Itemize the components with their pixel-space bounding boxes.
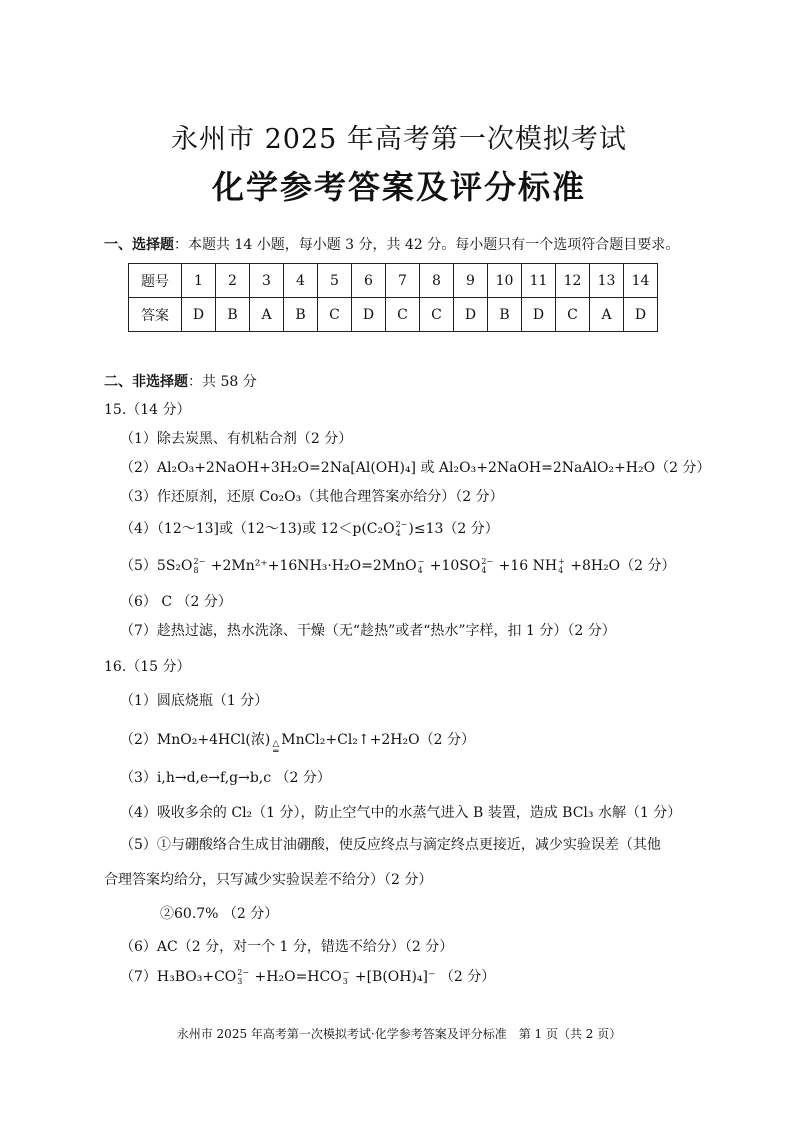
section1-text: ：本题共 14 小题，每小题 3 分，共 42 分。每小题只有一个选项符合题目要求。 [174,237,680,253]
q16-answer-6: （6）AC（2 分，对一个 1 分，错选不给分）（2 分） [120,939,454,955]
answer-cell: C [556,298,590,332]
q15-answer-7: （7）趁热过滤，热水洗涤、干燥（无“趁热”或者“热水”字样，扣 1 分）（2 分） [120,623,616,639]
section1-heading [104,236,679,254]
answer-cell: D [624,298,658,332]
answer-key-title: 化学参考答案及评分标准 [211,168,586,206]
number-cell: 14 [624,264,658,298]
q16-answer-5a: （5）①与硼酸络合生成甘油硼酸，使反应终点与滴定终点更接近，减少实验误差（其他 [120,837,661,853]
number-cell: 3 [250,264,284,298]
number-cell: 12 [556,264,590,298]
q15-answer-5-part-b: +2Mn²⁺+16NH₃·H₂O=2MnO [206,558,417,574]
q15-answer-4-part-b: )≤13（2 分） [408,521,499,537]
q16-answer-2 [120,731,475,756]
answer-cell: A [250,298,284,332]
q15-answer-5-part-c: +10SO [425,558,481,574]
section2-label: 二、非选择题 [104,374,188,390]
q16-answer-3: （3）i,h→d,e→f,g→b,c （2 分） [120,770,331,786]
number-cell: 11 [522,264,556,298]
answer-cell: D [522,298,556,332]
q15-answer-5-part-e: +8H₂O（2 分） [565,558,676,574]
number-cell: 4 [284,264,318,298]
number-cell: 5 [318,264,352,298]
answer-table [128,263,658,332]
q15-answer-5-part-d: +16 NH [494,558,558,574]
persulfate-charge: 2− 8 [193,557,206,575]
answer-row [129,298,658,332]
ammonium-charge: + 4 [558,557,565,575]
q15-answer-4-part-a: （4）（12～13]或（12～13)或 12＜p(C₂O [120,521,395,537]
q15-answer-6: （6） C （2 分） [120,594,232,610]
q16-answer-5c: ②60.7% （2 分） [160,906,279,922]
q16-answer-4: （4）吸收多余的 Cl₂（1 分），防止空气中的水蒸气进入 B 装置，造成 BCl₃ 水解（1 分） [120,805,682,821]
number-header: 题号 [129,264,182,298]
section2-text: ：共 58 分 [188,374,257,390]
number-cell: 2 [216,264,250,298]
q15-answer-3: （3）作还原剂，还原 Co₂O₃（其他合理答案亦给分）（2 分） [120,489,504,505]
oxalate-charge: 2− 4 [395,520,408,538]
answer-cell: C [386,298,420,332]
q15-answer-2: （2）Al₂O₃+2NaOH+3H₂O=2Na[Al(OH)₄] 或 Al₂O₃+2NaOH=2NaAlO₂+H₂O（2 分） [120,460,711,476]
q16-answer-7-part-c: +[B(OH)₄]⁻ （2 分） [350,969,496,985]
answer-cell: B [488,298,522,332]
answer-cell: A [590,298,624,332]
section1-label: 一、选择题 [104,237,174,253]
q15-heading: 15.（14 分） [104,402,191,418]
q16-answer-7-part-b: +H₂O=HCO [250,969,342,985]
q16-answer-7 [120,968,495,986]
number-cell: 7 [386,264,420,298]
answer-header: 答案 [129,298,182,332]
number-cell: 8 [420,264,454,298]
q16-answer-5b: 合理答案均给分，只写减少实验误差不给分）（2 分） [104,872,433,888]
q15-answer-1: （1）除去炭黑、有机粘合剂（2 分） [120,431,353,447]
answer-cell: D [454,298,488,332]
page-footer: 永州市 2025 年高考第一次模拟考试·化学参考答案及评分标准 第 1 页（共 2 页） [176,1027,622,1041]
q16-answer-1: （1）圆底烧瓶（1 分） [120,693,269,709]
answer-cell: D [182,298,216,332]
answer-cell: B [284,298,318,332]
number-row [129,264,658,298]
number-cell: 9 [454,264,488,298]
q15-answer-5 [120,557,676,575]
q15-answer-4 [120,520,499,538]
q16-answer-2-part-b: MnCl₂+Cl₂↑+2H₂O（2 分） [281,732,475,748]
sulfate-charge: 2− 4 [481,557,494,575]
bicarbonate-charge: − 3 [342,968,350,986]
q16-heading: 16.（15 分） [104,659,191,675]
permanganate-charge: − 4 [417,557,425,575]
answer-cell: C [420,298,454,332]
number-cell: 1 [182,264,216,298]
q16-answer-2-part-a: （2）MnO₂+4HCl(浓) [120,732,271,748]
number-cell: 10 [488,264,522,298]
answer-cell: C [318,298,352,332]
heat-condition-icon: △ ═ [272,739,280,757]
carbonate-charge: 2− 3 [237,968,250,986]
section2-heading [104,373,257,391]
answer-cell: B [216,298,250,332]
answer-cell: D [352,298,386,332]
q15-answer-5-part-a: （5）5S₂O [120,558,193,574]
number-cell: 6 [352,264,386,298]
number-cell: 13 [590,264,624,298]
exam-title: 永州市 2025 年高考第一次模拟考试 [171,124,627,155]
q16-answer-7-part-a: （7）H₃BO₃+CO [120,969,237,985]
